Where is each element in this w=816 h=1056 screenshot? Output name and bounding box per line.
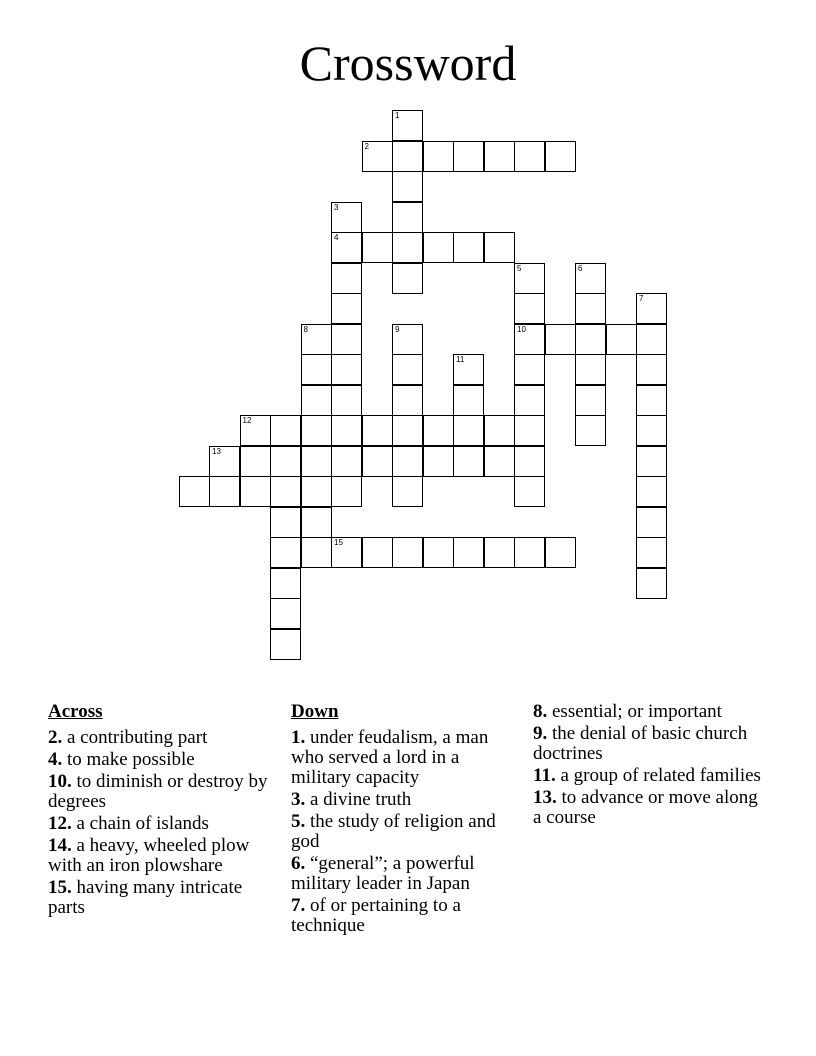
grid-cell[interactable] [514, 141, 545, 172]
grid-cell[interactable] [392, 446, 423, 477]
across-clue [48, 772, 273, 812]
grid-cell[interactable] [301, 354, 332, 385]
clue-text: a chain of islands [71, 813, 209, 834]
grid-cell[interactable] [392, 141, 423, 172]
clue-text: a divine truth [305, 789, 412, 810]
cell-number: 12 [242, 416, 252, 425]
grid-cell[interactable] [270, 415, 301, 446]
grid-cell[interactable] [270, 476, 301, 507]
grid-cell[interactable] [392, 110, 423, 141]
clue-text: to diminish or destroy by degrees [48, 771, 268, 812]
grid-cell[interactable] [392, 476, 423, 507]
grid-cell[interactable] [514, 293, 545, 324]
down-clue [533, 702, 763, 722]
grid-cell[interactable] [636, 446, 667, 477]
grid-cell[interactable] [575, 293, 606, 324]
grid-cell[interactable] [392, 324, 423, 355]
puzzle-title: Crossword [299, 35, 517, 91]
grid-cell[interactable] [514, 415, 545, 446]
down-clue [533, 724, 763, 764]
cell-number: 11 [456, 355, 465, 364]
grid-cell[interactable] [636, 476, 667, 507]
clue-text: a group of related families [555, 765, 761, 786]
grid-cell[interactable] [636, 507, 667, 538]
grid-cell[interactable] [392, 202, 423, 233]
down-clue [291, 812, 523, 852]
clue-text: having many intricate parts [48, 877, 243, 918]
grid-cell[interactable] [484, 537, 515, 568]
grid-cell[interactable] [270, 568, 301, 599]
cell-number: 8 [303, 324, 308, 334]
down-clues-continued [533, 702, 763, 830]
grid-cell[interactable] [362, 537, 393, 568]
grid-cell[interactable] [575, 324, 606, 355]
clue-number: 2. [48, 727, 63, 748]
grid-cell[interactable] [453, 537, 484, 568]
grid-cell[interactable] [331, 415, 362, 446]
clue-number: 7. [291, 895, 306, 916]
grid-cell[interactable] [453, 415, 484, 446]
grid-cell[interactable] [301, 476, 332, 507]
across-clue [48, 728, 273, 748]
clue-text: a heavy, wheeled plow with an iron plowshare [48, 835, 250, 876]
grid-cell[interactable] [423, 537, 454, 568]
grid-cell[interactable] [636, 293, 667, 324]
grid-cell[interactable] [331, 232, 362, 263]
clue-text: the study of religion and god [291, 811, 496, 852]
cell-number: 6 [578, 263, 583, 273]
grid-cell[interactable] [453, 232, 484, 263]
across-clue [48, 750, 273, 770]
cell-number: 2 [364, 141, 369, 151]
grid-cell[interactable] [606, 324, 637, 355]
grid-cell[interactable] [453, 141, 484, 172]
cell-number: 4 [334, 233, 339, 242]
grid-cell[interactable] [636, 537, 667, 568]
across-clue [48, 814, 273, 834]
cell-number: 9 [395, 324, 400, 334]
cell-number: 3 [334, 202, 339, 212]
clue-text: to make possible [62, 749, 195, 770]
across-clue [48, 878, 273, 918]
clue-text: under feudalism, a man who served a lord in a military capacity [291, 727, 489, 788]
grid-cell[interactable] [362, 141, 393, 172]
grid-cell[interactable] [575, 385, 606, 416]
grid-cell[interactable] [331, 263, 362, 294]
grid-cell[interactable] [423, 446, 454, 477]
grid-cell[interactable] [301, 446, 332, 477]
grid-cell[interactable] [392, 263, 423, 294]
clue-number: 14. [48, 835, 72, 856]
clue-number: 1. [291, 727, 306, 748]
grid-cell[interactable] [514, 263, 545, 294]
grid-cell[interactable] [392, 232, 423, 263]
clue-text: the denial of basic church doctrines [533, 723, 748, 764]
grid-cell[interactable] [301, 415, 332, 446]
grid-cell[interactable] [545, 324, 576, 355]
clue-number: 13. [533, 787, 557, 808]
cell-number: 1 [395, 111, 400, 120]
cell-number: 5 [517, 263, 522, 273]
down-clue [291, 854, 523, 894]
grid-cell[interactable] [331, 324, 362, 355]
clue-number: 3. [291, 789, 306, 810]
grid-cell[interactable] [331, 476, 362, 507]
grid-cell[interactable] [209, 446, 240, 477]
across-clue [48, 836, 273, 876]
grid-cell[interactable] [575, 354, 606, 385]
grid-cell[interactable] [331, 385, 362, 416]
grid-cell[interactable] [331, 446, 362, 477]
grid-cell[interactable] [453, 446, 484, 477]
grid-cell[interactable] [179, 476, 210, 507]
grid-cell[interactable] [423, 232, 454, 263]
grid-cell[interactable] [240, 476, 271, 507]
down-clue [291, 896, 523, 936]
grid-cell[interactable] [484, 446, 515, 477]
grid-cell[interactable] [484, 415, 515, 446]
clue-number: 6. [291, 853, 306, 874]
clue-number: 15. [48, 877, 72, 898]
grid-cell[interactable] [331, 293, 362, 324]
down-clues [291, 702, 523, 938]
grid-cell[interactable] [209, 476, 240, 507]
grid-cell[interactable] [301, 507, 332, 538]
clue-text: to advance or move along a course [533, 787, 758, 828]
grid-cell[interactable] [636, 385, 667, 416]
grid-cell[interactable] [331, 202, 362, 233]
grid-cell[interactable] [575, 263, 606, 294]
clue-number: 8. [533, 701, 548, 722]
clue-number: 10. [48, 771, 72, 792]
grid-cell[interactable] [270, 629, 301, 660]
grid-cell[interactable] [484, 232, 515, 263]
grid-cell[interactable] [514, 354, 545, 385]
grid-cell[interactable] [240, 446, 271, 477]
grid-cell[interactable] [392, 537, 423, 568]
grid-cell[interactable] [392, 354, 423, 385]
clue-number: 4. [48, 749, 63, 770]
down-heading: Down [291, 701, 339, 722]
clue-text: of or pertaining to a technique [291, 895, 461, 936]
grid-cell[interactable] [362, 446, 393, 477]
grid-cell[interactable] [514, 324, 545, 355]
down-clue [291, 728, 523, 788]
grid-cell[interactable] [270, 598, 301, 629]
clue-number: 12. [48, 813, 72, 834]
grid-cell[interactable] [636, 354, 667, 385]
grid-cell[interactable] [575, 415, 606, 446]
grid-cell[interactable] [423, 415, 454, 446]
grid-cell[interactable] [636, 324, 667, 355]
across-heading: Across [48, 701, 103, 722]
grid-cell[interactable] [545, 141, 576, 172]
grid-cell[interactable] [240, 415, 271, 446]
cell-number: 13 [212, 446, 221, 456]
down-clue [291, 790, 523, 810]
grid-cell[interactable] [514, 476, 545, 507]
grid-cell[interactable] [301, 385, 332, 416]
clue-text: a contributing part [62, 727, 208, 748]
grid-cell[interactable] [270, 507, 301, 538]
grid-cell[interactable] [301, 537, 332, 568]
down-clue [533, 766, 763, 786]
grid-cell[interactable] [453, 385, 484, 416]
cell-number: 15 [334, 538, 343, 547]
grid-cell[interactable] [636, 568, 667, 599]
grid-cell[interactable] [392, 385, 423, 416]
cell-number: 7 [639, 294, 644, 303]
grid-cell[interactable] [484, 141, 515, 172]
down-clue [533, 788, 763, 828]
grid-cell[interactable] [392, 415, 423, 446]
cell-number: 10 [517, 324, 526, 334]
clue-text: “general”; a powerful military leader in Japan [291, 853, 475, 894]
grid-cell[interactable] [636, 415, 667, 446]
grid-cell[interactable] [545, 537, 576, 568]
grid-cell[interactable] [514, 537, 545, 568]
grid-cell[interactable] [362, 232, 393, 263]
clue-number: 5. [291, 811, 306, 832]
grid-cell[interactable] [423, 141, 454, 172]
grid-cell[interactable] [514, 446, 545, 477]
grid-cell[interactable] [331, 537, 362, 568]
grid-cell[interactable] [270, 446, 301, 477]
clue-text: essential; or important [547, 701, 722, 722]
grid-cell[interactable] [514, 385, 545, 416]
grid-cell[interactable] [331, 354, 362, 385]
grid-cell[interactable] [453, 354, 484, 385]
grid-cell[interactable] [362, 415, 393, 446]
grid-cell[interactable] [270, 537, 301, 568]
grid-cell[interactable] [392, 171, 423, 202]
clue-number: 9. [533, 723, 548, 744]
clue-number: 11. [533, 765, 556, 786]
across-clues [48, 702, 273, 920]
grid-cell[interactable] [301, 324, 332, 355]
